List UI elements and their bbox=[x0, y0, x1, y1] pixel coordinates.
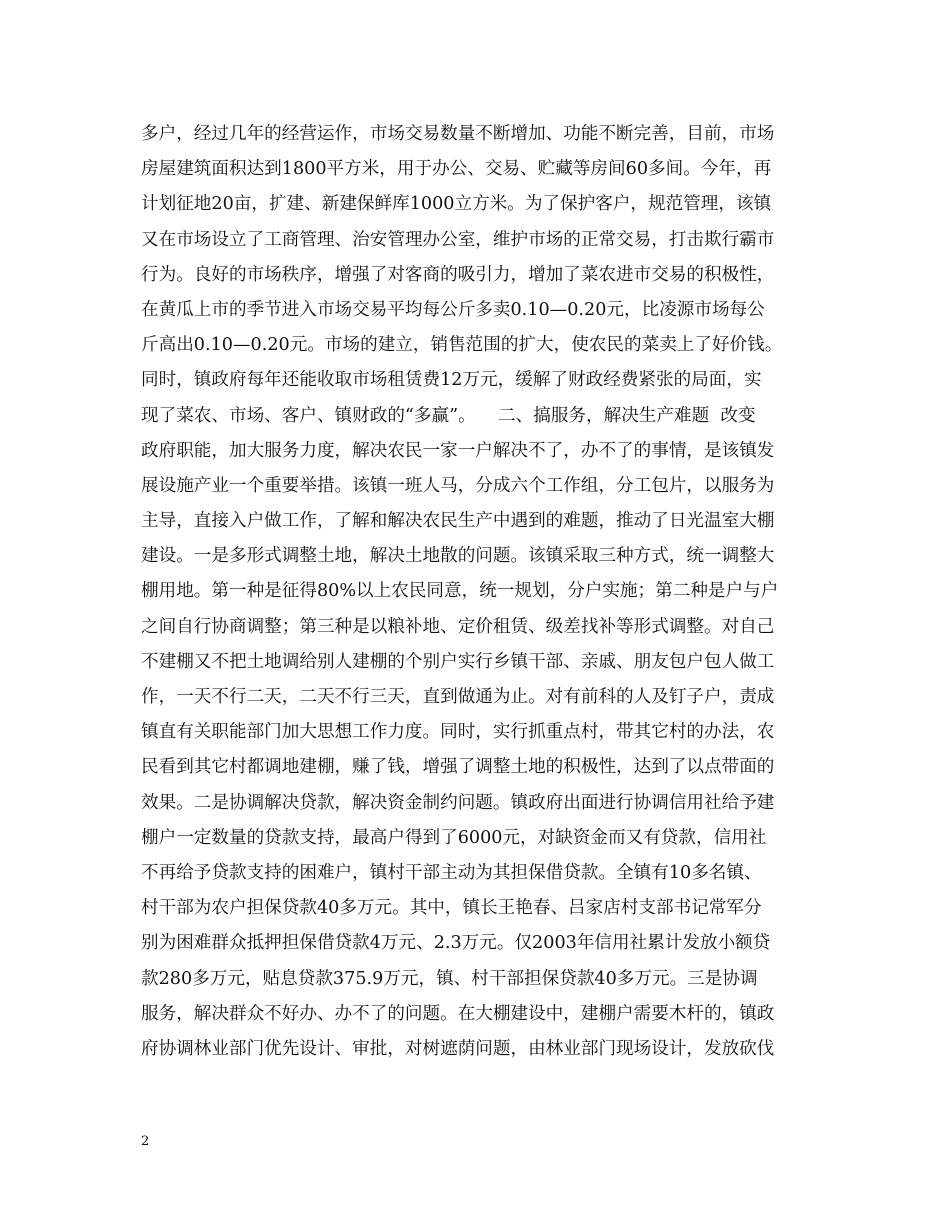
text-line: 棚用地。第一种是征得80%以上农民同意，统一规划，分户实施；第二种是户与户 bbox=[141, 581, 779, 602]
text-line: 政府职能，加大服务力度，解决农民一家一户解决不了，办不了的事情，是该镇发 bbox=[141, 440, 775, 461]
text-line: 现了菜农、市场、客户、镇财政的“多赢”。 二、搞服务，解决生产难题 改变 bbox=[141, 405, 756, 426]
text-line: 多户，经过几年的经营运作，市场交易数量不断增加、功能不断完善，目前，市场 bbox=[141, 124, 775, 144]
text-line: 主导，直接入户做工作，了解和解决农民生产中遇到的难题，推动了日光温室大棚 bbox=[141, 511, 775, 532]
text-line: 镇直有关职能部门加大思想工作力度。同时，实行抓重点村，带其它村的办法，农 bbox=[141, 722, 775, 743]
text-line: 服务，解决群众不好办、办不了的问题。在大棚建设中，建棚户需要木杆的，镇政 bbox=[141, 1003, 775, 1024]
text-line: 在黄瓜上市的季节进入市场交易平均每公斤多卖0.10—0.20元，比凌源市场每公 bbox=[141, 299, 765, 320]
text-line: 行为。良好的市场秩序，增强了对客商的吸引力，增加了菜农进市交易的积极性， bbox=[141, 264, 775, 285]
text-line: 府协调林业部门优先设计、审批，对树遮荫问题，由林业部门现场设计，发放砍伐 bbox=[141, 1038, 775, 1059]
text-line: 斤高出0.10—0.20元。市场的建立，销售范围的扩大，使农民的菜卖上了好价钱。 bbox=[141, 335, 783, 356]
text-line: 别为困难群众抵押担保借贷款4万元、2.3万元。仅2003年信用社累计发放小额贷 bbox=[141, 933, 771, 954]
text-line: 又在市场设立了工商管理、治安管理办公室，维护市场的正常交易，打击欺行霸市 bbox=[141, 229, 775, 250]
text-line: 款280多万元，贴息贷款375.9万元，镇、村干部担保贷款40多万元。三是协调 bbox=[141, 968, 758, 989]
page-number: 2 bbox=[141, 1134, 150, 1149]
text-line: 作，一天不行二天，二天不行三天，直到做通为止。对有前科的人及钉子户，责成 bbox=[141, 687, 775, 707]
text-line: 之间自行协商调整；第三种是以粮补地、定价租赁、级差找补等形式调整。对自己 bbox=[141, 616, 775, 637]
text-line: 计划征地20亩，扩建、新建保鲜库1000立方米。为了保护客户，规范管理，该镇 bbox=[141, 194, 772, 215]
text-line: 村干部为农户担保贷款40多万元。其中，镇长王艳春、吕家店村支部书记常军分 bbox=[141, 898, 762, 919]
text-line: 民看到其它村都调地建棚，赚了钱，增强了调整土地的积极性，达到了以点带面的 bbox=[141, 757, 775, 778]
text-line: 不再给予贷款支持的困难户，镇村干部主动为其担保借贷款。全镇有10多名镇、 bbox=[141, 862, 762, 883]
text-line: 房屋建筑面积达到1800平方米，用于办公、交易、贮藏等房间60多间。今年，再 bbox=[141, 159, 772, 180]
text-line: 同时，镇政府每年还能收取市场租赁费12万元，缓解了财政经费紧张的局面，实 bbox=[141, 370, 762, 391]
text-line: 建设。一是多形式调整土地，解决土地散的问题。该镇采取三种方式，统一调整大 bbox=[141, 546, 775, 567]
text-line: 效果。二是协调解决贷款，解决资金制约问题。镇政府出面进行协调信用社给予建 bbox=[141, 792, 775, 813]
body-text bbox=[141, 117, 831, 1067]
text-line: 展设施产业一个重要举措。该镇一班人马，分成六个工作组，分工包片，以服务为 bbox=[141, 475, 775, 496]
text-line: 不建棚又不把土地调给别人建棚的个别户实行乡镇干部、亲戚、朋友包户包人做工 bbox=[141, 651, 775, 672]
text-line: 棚户一定数量的贷款支持，最高户得到了6000元，对缺资金而又有贷款，信用社 bbox=[141, 827, 767, 848]
